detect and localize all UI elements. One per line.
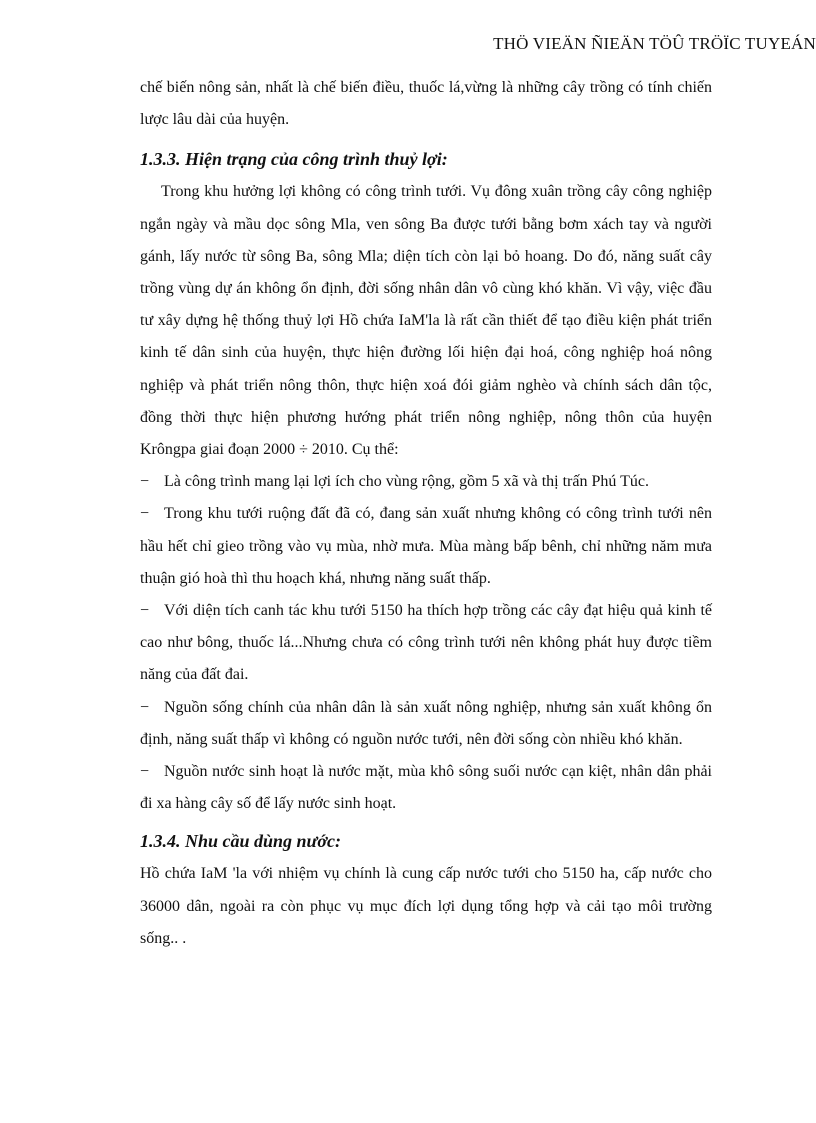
bullet-dash: − bbox=[140, 763, 150, 781]
section-paragraph-1-3-4: Hồ chứa IaM 'la với nhiệm vụ chính là cung cấp nước tưới cho 5150 ha, cấp nước cho 36000 dân, ngoài ra còn phục vụ mục đích lợi dụng tổng hợp và cải tạo môi trường sống.. . bbox=[140, 865, 712, 947]
intro-paragraph: chế biến nông sản, nhất là chế biến điều, thuốc lá,vừng là những cây trồng có tính chiến lược lâu dài của huyện. bbox=[140, 79, 712, 129]
bullet-text: Với diện tích canh tác khu tưới 5150 ha thích hợp trồng các cây đạt hiệu quả kinh tế cao như bông, thuốc lá...Nhưng chưa có công trình tưới nên không phát huy được tiềm năng của đất đai. bbox=[140, 602, 712, 684]
bullet-dash: − bbox=[140, 602, 150, 620]
bullet-item bbox=[140, 595, 712, 692]
bullet-dash: − bbox=[140, 505, 150, 523]
page-header-title: THÖ VIEÄN ÑIEÄN TÖÛ TRÖÏC TUYEÁN bbox=[493, 34, 816, 53]
bullet-item bbox=[140, 466, 712, 498]
section-heading-1-3-4: 1.3.4. Nhu cầu dùng nước: bbox=[140, 831, 341, 852]
bullet-item bbox=[140, 498, 712, 595]
bullet-text: Nguồn nước sinh hoạt là nước mặt, mùa khô sông suối nước cạn kiệt, nhân dân phải đi xa hàng cây số để lấy nước sinh hoạt. bbox=[140, 763, 712, 813]
section-heading-1-3-3: 1.3.3. Hiện trạng của công trình thuỷ lợi: bbox=[140, 149, 448, 170]
bullet-text: Là công trình mang lại lợi ích cho vùng rộng, gồm 5 xã và thị trấn Phú Túc. bbox=[164, 473, 649, 491]
section-paragraph-1-3-3: Trong khu hưởng lợi không có công trình tưới. Vụ đông xuân trồng cây công nghiệp ngắn ngày và mầu dọc sông Mla, ven sông Ba được tưới bằng bơm xách tay và người gánh, lấy nước từ sông Ba, sông Mla; diện tích còn lại bỏ hoang. Do đó, năng suất cây trồng vùng dự án không ổn định, đời sống nhân dân vô cùng khó khăn. Vì vậy, việc đầu tư xây dựng hệ thống thuỷ lợi Hồ chứa IaM'la là rất cần thiết để tạo điều kiện phát triển kinh tế dân sinh của huyện, thực hiện đường lối hiện đại hoá, công nghiệp hoá nông nghiệp và phát triển nông thôn, thực hiện xoá đói giảm nghèo và chính sách dân tộc, đồng thời thực hiện phương hướng phát triển nông nghiệp, nông thôn của huyện Krôngpa giai đoạn 2000 ÷ 2010. Cụ thể: bbox=[140, 183, 712, 459]
document-body bbox=[140, 72, 712, 955]
bullet-text: Nguồn sống chính của nhân dân là sản xuất nông nghiệp, nhưng sản xuất không ổn định, năng suất thấp vì không có nguồn nước tưới, nên đời sống còn nhiều khó khăn. bbox=[140, 698, 712, 748]
bullet-dash: − bbox=[140, 698, 150, 716]
bullet-item bbox=[140, 692, 712, 756]
bullet-item bbox=[140, 756, 712, 820]
bullet-text: Trong khu tưới ruộng đất đã có, đang sản xuất nhưng không có công trình tưới nên hầu hết chỉ gieo trồng vào vụ mùa, nhờ mưa. Mùa màng bấp bênh, chỉ những năm mưa thuận gió hoà thì thu hoạch khá, nhưng năng suất thấp. bbox=[140, 505, 712, 587]
bullet-dash: − bbox=[140, 473, 150, 491]
